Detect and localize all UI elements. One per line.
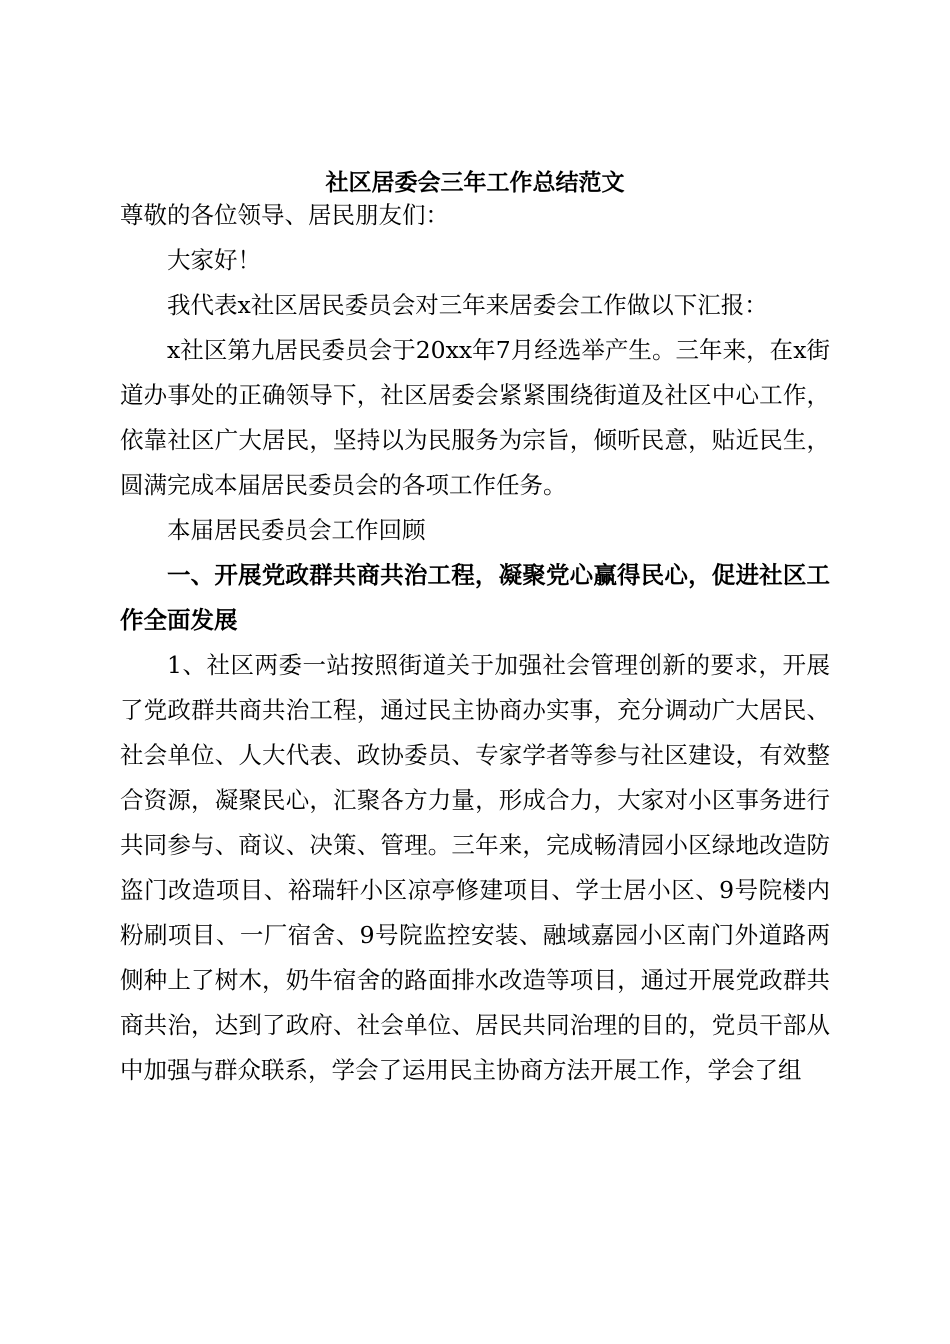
- section-heading: 一、开展党政群共商共治工程，凝聚党心赢得民心，促进社区工作全面发展: [120, 561, 830, 634]
- intro-paragraph: 我代表x社区居民委员会对三年来居委会工作做以下汇报：: [167, 291, 768, 319]
- salutation: 尊敬的各位领导、居民朋友们：: [120, 201, 449, 229]
- document-title: 社区居委会三年工作总结范文: [325, 169, 625, 196]
- greeting: 大家好！: [167, 246, 261, 274]
- section-paragraph: 1、社区两委一站按照街道关于加强社会管理创新的要求，开展了党政群共商共治工程，通过民主协商办实事，充分调动广大居民、社会单位、人大代表、政协委员、专家学者等参与社区建设，有效整合资源，凝聚民心，汇聚各方力量，形成合力，大家对小区事务进行共同参与、商议、决策、管理。三年来，完成畅清园小区绿地改造防盗门改造项目、裕瑞轩小区凉亭修建项目、学士居小区、9号院楼内粉刷项目、一厂宿舍、9号院监控安装、融域嘉园小区南门外道路两侧种上了树木，奶牛宿舍的路面排水改造等项目，通过开展党政群共商共治，达到了政府、社会单位、居民共同治理的目的，党员干部从中加强与群众联系，学会了运用民主协商方法开展工作，学会了组: [120, 651, 830, 1084]
- overview-paragraph: x社区第九居民委员会于20xx年7月经选举产生。三年来，在x街道办事处的正确领导下，社区居委会紧紧围绕街道及社区中心工作，依靠社区广大居民，坚持以为民服务为宗旨，倾听民意，贴近民生，圆满完成本届居民委员会的各项工作任务。: [120, 336, 830, 499]
- review-heading: 本届居民委员会工作回顾: [167, 516, 426, 544]
- document-body: [120, 193, 830, 1093]
